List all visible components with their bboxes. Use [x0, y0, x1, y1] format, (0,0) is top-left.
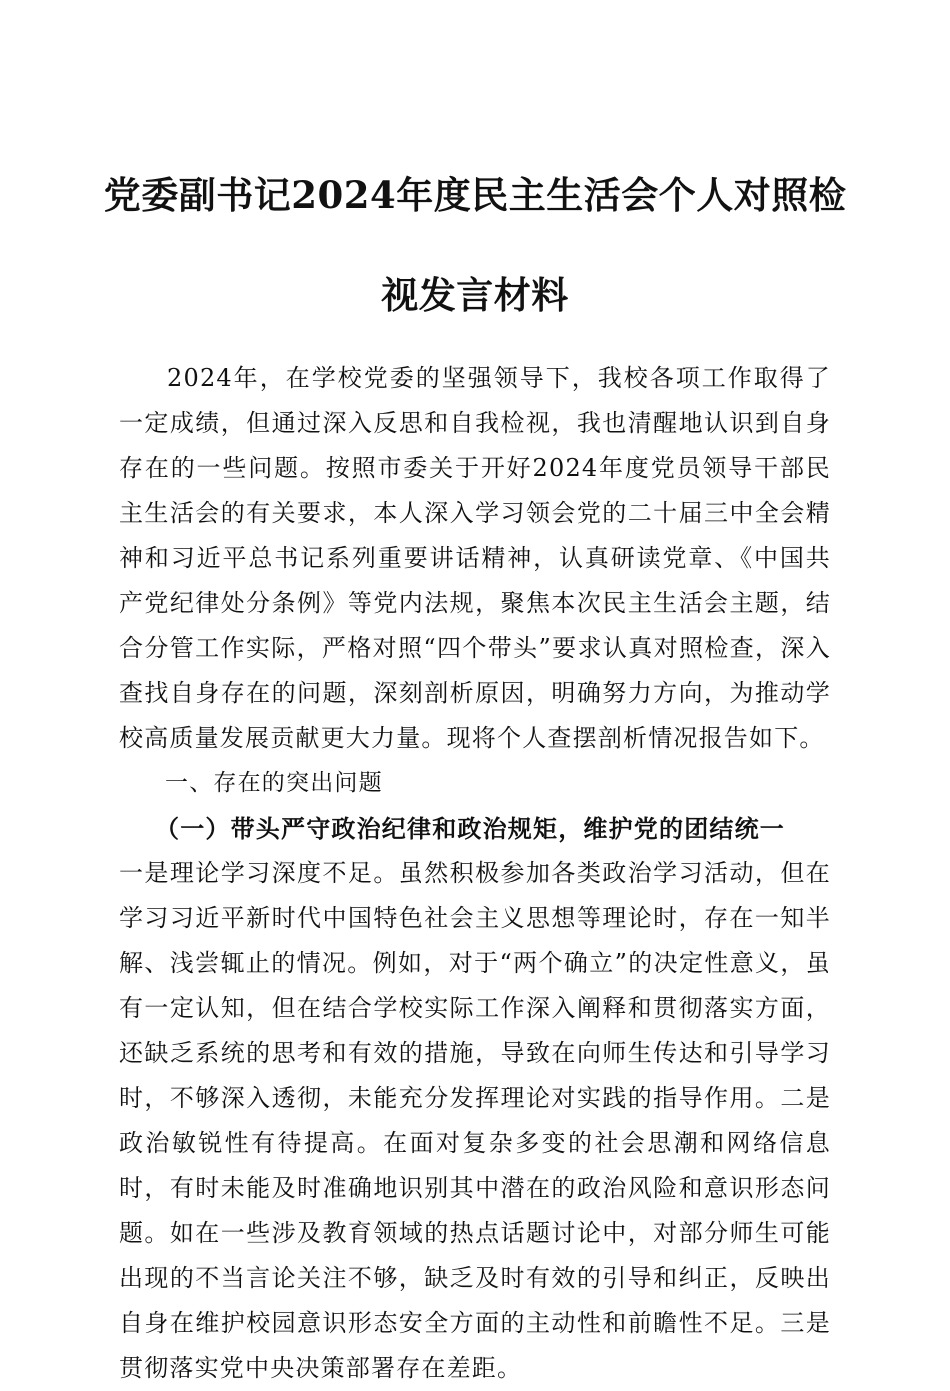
section-heading: 一、存在的突出问题: [165, 770, 383, 796]
subsection-heading: （一）带头严守政治纪律和政治规矩，维护党的团结统一: [155, 814, 785, 843]
document-body: [119, 356, 831, 1391]
intro-paragraph: 2024年，在学校党委的坚强领导下，我校各项工作取得了一定成绩，但通过深入反思和自我检视，我也清醒地认识到自身存在的一些问题。按照市委关于开好2024年度党员领导干部民主生活会的有关要求，本人深入学习领会党的二十届三中全会精神和习近平总书记系列重要讲话精神，认真研读党章、《中国共产党纪律处分条例》等党内法规，聚焦本次民主生活会主题，结合分管工作实际，严格对照“四个带头”要求认真对照检查，深入查找自身存在的问题，深刻剖析原因，明确努力方向，为推动学校高质量发展贡献更大力量。现将个人查摆剖析情况报告如下。: [119, 364, 831, 752]
document-title: 党委副书记2024年度民主生活会个人对照检视发言材料: [103, 173, 847, 317]
subsection-paragraph: 一是理论学习深度不足。虽然积极参加各类政治学习活动，但在学习习近平新时代中国特色社会主义思想等理论时，存在一知半解、浅尝辄止的情况。例如，对于“两个确立”的决定性意义，虽有一定认知，但在结合学校实际工作深入阐释和贯彻落实方面，还缺乏系统的思考和有效的措施，导致在向师生传达和引导学习时，不够深入透彻，未能充分发挥理论对实践的指导作用。二是政治敏锐性有待提高。在面对复杂多变的社会思潮和网络信息时，有时未能及时准确地识别其中潜在的政治风险和意识形态问题。如在一些涉及教育领域的热点话题讨论中，对部分师生可能出现的不当言论关注不够，缺乏及时有效的引导和纠正，反映出自身在维护校园意识形态安全方面的主动性和前瞻性不足。三是贯彻落实党中央决策部署存在差距。: [119, 859, 831, 1382]
